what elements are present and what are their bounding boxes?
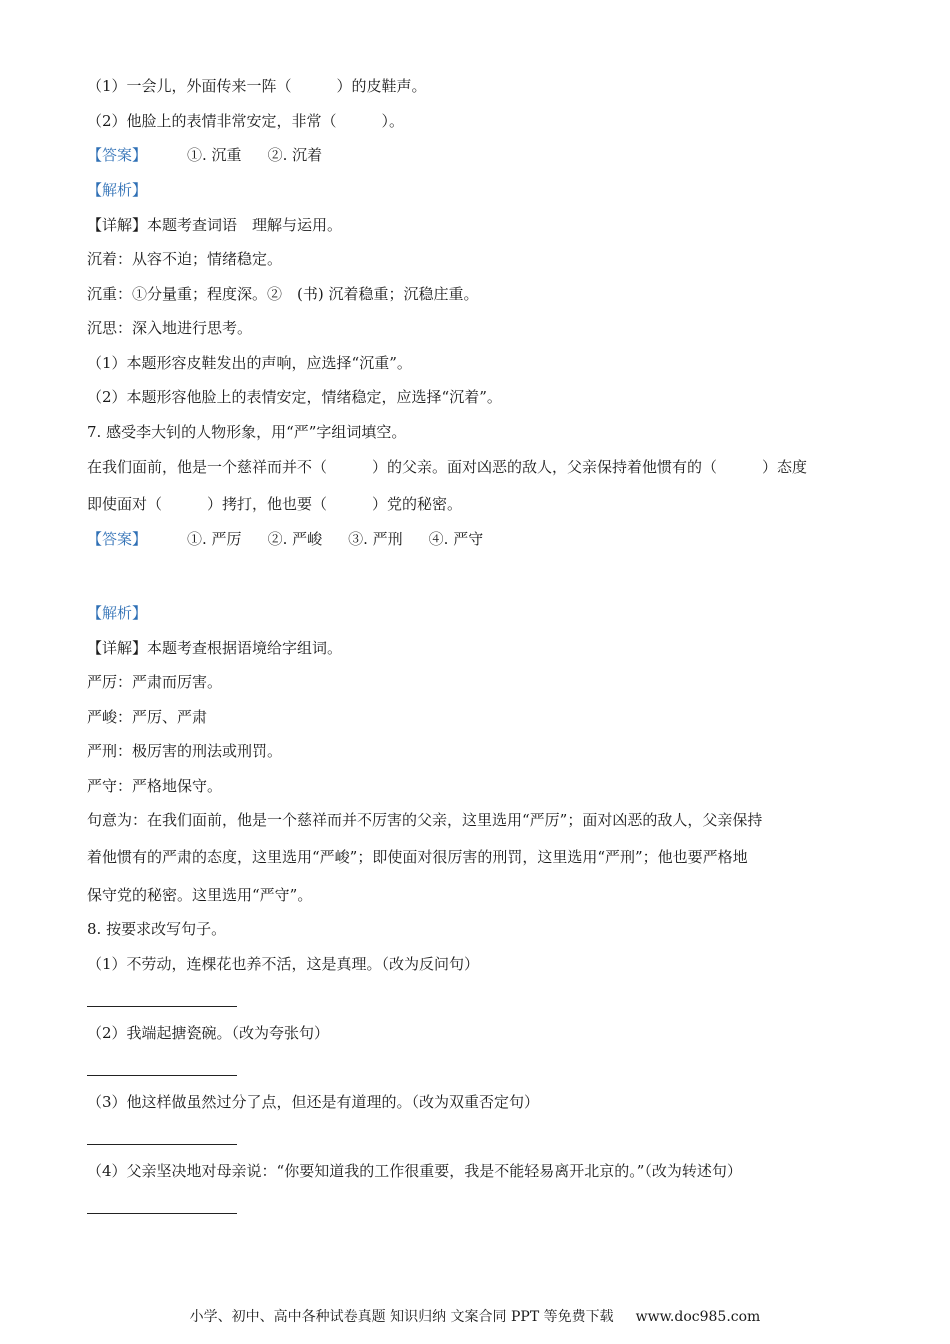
analysis-line: （1）本题形容皮鞋发出的声响，应选择“沉重”。 [87,354,412,372]
q8-item: （3）他这样做虽然过分了点，但还是有道理的。（改为双重否定句） [87,1093,540,1111]
detail-heading: 【详解】本题考查根据语境给字组词。 [87,639,343,657]
q6-item-2: （2）他脸上的表情非常安定，非常（ ）。 [87,112,405,130]
explanation-line: 着他惯有的严肃的态度，这里选用“严峻”；即使面对很厉害的刑罚，这里选用“严刑”；他也要严格地 [87,848,748,866]
q6-answer-row [87,145,322,165]
footer-url[interactable]: www.doc985.com [635,1309,761,1325]
answer-tag: 【答案】 [87,530,148,548]
answer-item: ②. 沉着 [267,146,323,164]
explanation-line: 句意为：在我们面前，他是一个慈祥而并不厉害的父亲，这里选用“严厉”；面对凶恶的敌人，父亲保持 [87,811,763,829]
q7-answer-row [87,529,483,549]
explanation-line: 保守党的秘密。这里选用“严守”。 [87,886,313,904]
answer-item: ③. 严刑 [348,530,403,548]
answer-blank-line [87,1006,237,1007]
analysis-line: 沉思：深入地进行思考。 [87,319,253,337]
analysis-line: 沉重：①分量重；程度深。② (书) 沉着稳重；沉稳庄重。 [87,285,479,303]
detail-heading: 【详解】本题考查词语 理解与运用。 [87,216,343,234]
answer-blank-line [87,1213,237,1214]
page-footer [0,1307,950,1327]
q6-item-1: （1）一会儿，外面传来一阵（ ）的皮鞋声。 [87,77,427,95]
answer-item: ①. 严厉 [187,530,242,548]
analysis-line: （2）本题形容他脸上的表情安定，情绪稳定，应选择“沉着”。 [87,388,502,406]
answer-blank-line [87,1075,237,1076]
q8-item: （1）不劳动，连棵花也养不活，这是真理。（改为反问句） [87,955,480,973]
q7-title: 7. 感受李大钊的人物形象，用“严”字组词填空。 [87,423,407,441]
answer-blank-line [87,1144,237,1145]
analysis-line: 严厉：严肃而厉害。 [87,673,223,691]
analysis-line: 严守：严格地保守。 [87,777,223,795]
q7-sentence-line: 即使面对（ ）拷打，他也要（ ）党的秘密。 [87,495,463,513]
analysis-tag: 【解析】 [87,604,148,622]
q8-item: （4）父亲坚决地对母亲说：“你要知道我的工作很重要，我是不能轻易离开北京的。”（改为转述句） [87,1162,742,1180]
analysis-line: 严刑：极厉害的刑法或刑罚。 [87,742,283,760]
answer-item: ①. 沉重 [187,146,242,164]
q7-sentence-line: 在我们面前，他是一个慈祥而并不（ ）的父亲。面对凶恶的敌人，父亲保持着他惯有的（ ）态度 [87,458,808,476]
answer-item: ②. 严峻 [267,530,323,548]
q8-item: （2）我端起搪瓷碗。（改为夸张句） [87,1024,330,1042]
analysis-line: 沉着：从容不迫；情绪稳定。 [87,250,283,268]
footer-text: 小学、初中、高中各种试卷真题 知识归纳 文案合同 PPT 等免费下载 [189,1309,614,1325]
analysis-line: 严峻：严厉、严肃 [87,708,208,726]
analysis-tag: 【解析】 [87,181,148,199]
answer-tag: 【答案】 [87,146,148,164]
answer-item: ④. 严守 [428,530,484,548]
q8-title: 8. 按要求改写句子。 [87,920,227,938]
